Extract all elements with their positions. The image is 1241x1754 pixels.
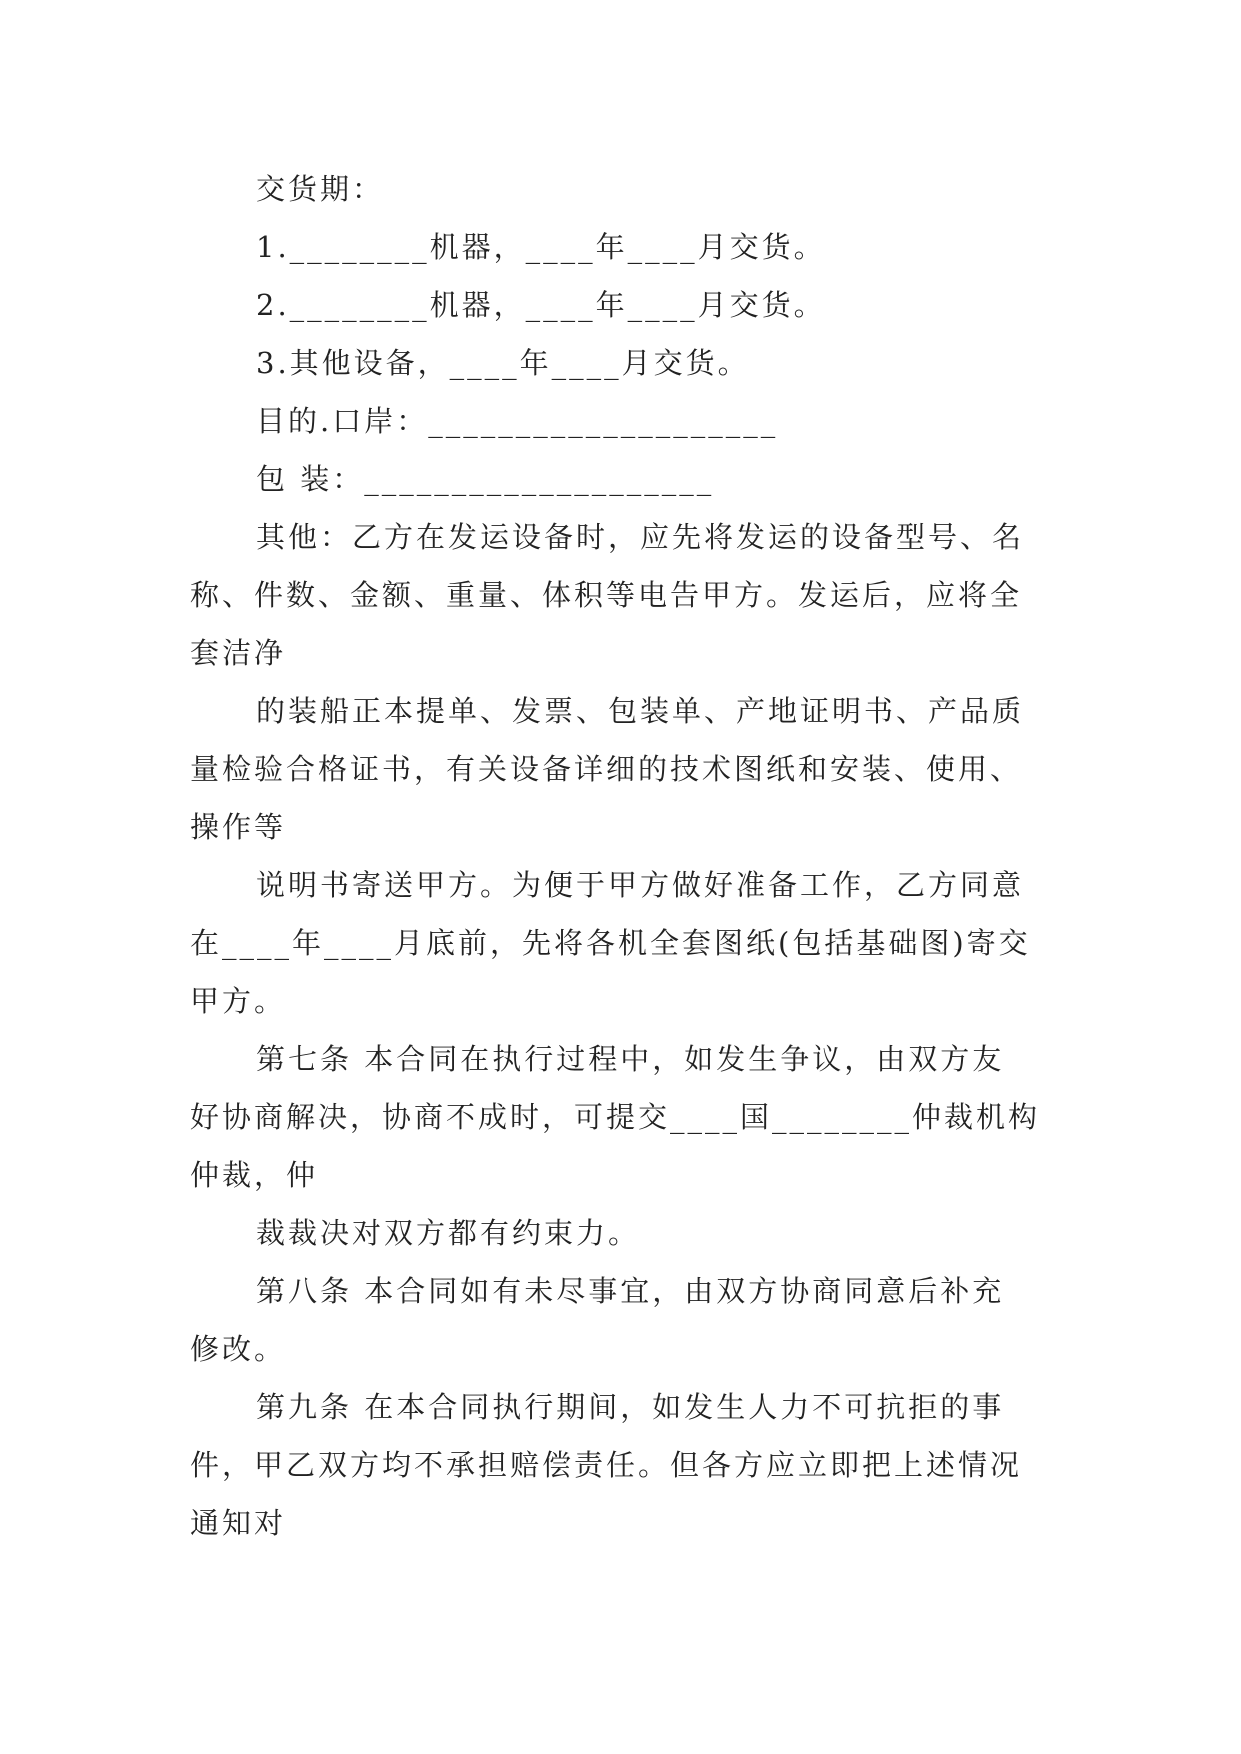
paragraph-line: 其他：乙方在发运设备时，应先将发运的设备型号、名 xyxy=(256,520,1025,554)
article-8-line: 修改。 xyxy=(190,1332,287,1366)
paragraph-line: 在____年____月底前，先将各机全套图纸(包括基础图)寄交 xyxy=(190,926,1031,960)
paragraph-line: 甲方。 xyxy=(190,984,287,1018)
article-7-line: 好协商解决，协商不成时，可提交____国________仲裁机构 xyxy=(190,1100,1041,1134)
paragraph-line: 称、件数、金额、重量、体积等电告甲方。发运后，应将全 xyxy=(190,578,1023,612)
paragraph-line: 的装船正本提单、发票、包装单、产地证明书、产品质 xyxy=(256,694,1025,728)
delivery-item-3: 3.其他设备，____年____月交货。 xyxy=(256,346,750,380)
article-9-line: 第九条 在本合同执行期间，如发生人力不可抗拒的事 xyxy=(256,1390,1005,1424)
paragraph-line: 操作等 xyxy=(190,810,287,844)
article-9-line: 件，甲乙双方均不承担赔偿责任。但各方应立即把上述情况 xyxy=(190,1448,1023,1482)
destination-port-line: 目的.口岸：____________________ xyxy=(256,404,779,438)
article-8-line: 第八条 本合同如有未尽事宜，由双方协商同意后补充 xyxy=(256,1274,1005,1308)
delivery-item-2: 2.________机器，____年____月交货。 xyxy=(256,288,826,322)
delivery-item-1: 1.________机器，____年____月交货。 xyxy=(256,230,826,264)
article-7-line: 仲裁，仲 xyxy=(190,1158,319,1192)
article-9-line: 通知对 xyxy=(190,1506,287,1540)
paragraph-line: 量检验合格证书，有关设备详细的技术图纸和安装、使用、 xyxy=(190,752,1023,786)
article-7-line: 裁裁决对双方都有约束力。 xyxy=(256,1216,641,1250)
paragraph-line: 套洁净 xyxy=(190,636,287,670)
paragraph-line: 说明书寄送甲方。为便于甲方做好准备工作，乙方同意 xyxy=(256,868,1025,902)
article-7-line: 第七条 本合同在执行过程中，如发生争议，由双方友 xyxy=(256,1042,1005,1076)
document-page xyxy=(190,160,1090,1552)
packing-line: 包 装：____________________ xyxy=(256,462,715,496)
delivery-heading: 交货期： xyxy=(256,172,385,206)
